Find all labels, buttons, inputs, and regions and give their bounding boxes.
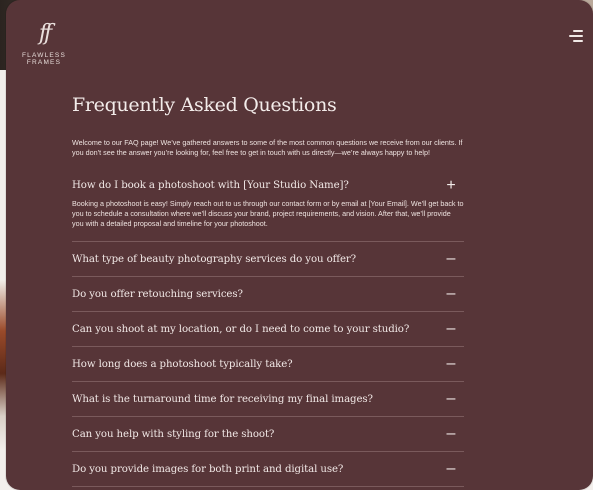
logo-name-line2: FRAMES — [26, 59, 62, 66]
faq-question-row[interactable] — [72, 242, 464, 276]
minus-icon[interactable]: – — [446, 250, 456, 268]
faq-question-row[interactable] — [72, 173, 464, 199]
minus-icon[interactable]: – — [446, 285, 456, 303]
plus-icon[interactable]: + — [446, 176, 456, 194]
intro-text: Welcome to our FAQ page! We’ve gathered answers to some of the most common questions we receive from our clients. If you don’t see the answer you’re looking for, feel free to get in touch with us directly—we’re always happy to help! — [72, 138, 463, 158]
faq-question-row[interactable] — [72, 417, 464, 451]
faq-item — [72, 242, 464, 277]
logo-name-line1: FLAWLESS — [21, 52, 67, 59]
brand-logo[interactable] — [20, 22, 68, 66]
faq-list — [72, 173, 464, 488]
faq-question: How long does a photoshoot typically take? — [72, 358, 293, 370]
hamburger-menu-icon[interactable] — [569, 30, 583, 42]
minus-icon[interactable]: – — [446, 320, 456, 338]
logo-name — [20, 52, 68, 66]
faq-question: What type of beauty photography services do you offer? — [72, 253, 357, 265]
logo-mark: ff — [38, 21, 50, 46]
faq-question: What is the turnaround time for receiving my final images? — [72, 393, 373, 405]
faq-question-row[interactable] — [72, 312, 464, 346]
faq-question-row[interactable] — [72, 277, 464, 311]
minus-icon[interactable]: – — [446, 460, 456, 478]
faq-item — [72, 173, 464, 243]
faq-item — [72, 277, 464, 312]
faq-question: Do you provide images for both print and digital use? — [72, 463, 344, 475]
minus-icon[interactable]: – — [446, 390, 456, 408]
faq-item — [72, 347, 464, 382]
faq-question: Do you offer retouching services? — [72, 288, 243, 300]
faq-question: How do I book a photoshoot with [Your Studio Name]? — [72, 180, 349, 192]
faq-content — [72, 92, 464, 487]
faq-question-row[interactable] — [72, 347, 464, 381]
faq-answer: Booking a photoshoot is easy! Simply reach out to us through our contact form or by email at [Your Email]. We’ll get back to you to schedule a consultation where we’ll discuss your brand, project requirements, and vision. After that, we’ll provide you with a detailed proposal and timeline for your photoshoot. — [72, 198, 464, 229]
faq-panel — [6, 0, 593, 490]
minus-icon[interactable]: – — [446, 425, 456, 443]
faq-question: Can you help with styling for the shoot? — [72, 428, 275, 440]
faq-item — [72, 312, 464, 347]
faq-item — [72, 382, 464, 417]
faq-item — [72, 417, 464, 452]
minus-icon[interactable]: – — [446, 355, 456, 373]
page-title: Frequently Asked Questions — [72, 94, 337, 116]
faq-question-row[interactable] — [72, 382, 464, 416]
faq-question: Can you shoot at my location, or do I need to come to your studio? — [72, 323, 410, 335]
faq-item — [72, 452, 464, 487]
faq-question-row[interactable] — [72, 452, 464, 486]
